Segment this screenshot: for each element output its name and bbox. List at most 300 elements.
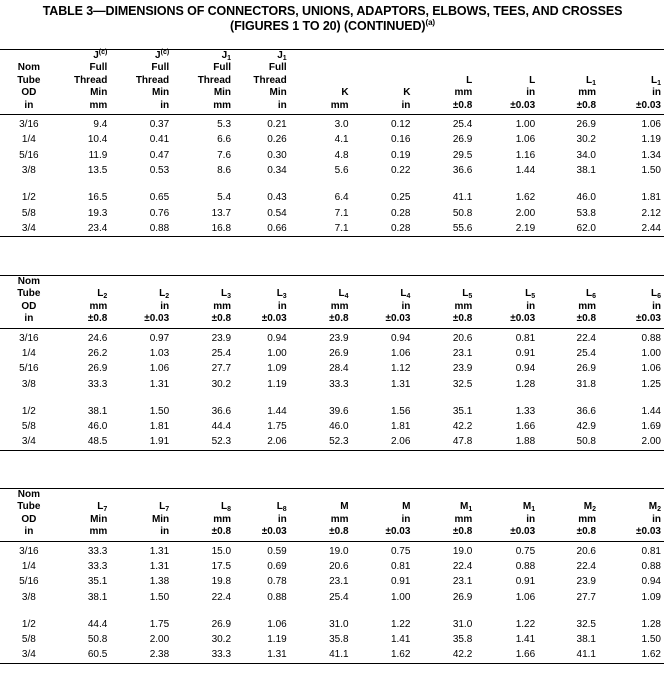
header-symbol <box>352 87 411 99</box>
symbol: L <box>650 74 658 86</box>
symbol: L <box>338 288 345 300</box>
value-cell: 20.6 <box>576 545 596 557</box>
header-line: in <box>401 513 411 525</box>
header-symbol <box>172 288 231 300</box>
header-line: mm <box>454 300 473 312</box>
header-line: ±0.03 <box>636 526 661 538</box>
value-cell: 1.28 <box>641 618 661 630</box>
header-line: mm <box>330 99 349 111</box>
value-cell: 1.41 <box>390 634 411 646</box>
value-cell: 1.22 <box>515 618 536 630</box>
value-cell: 1.50 <box>149 405 170 417</box>
value-cell: 25.4 <box>576 347 596 359</box>
symbol: L <box>159 288 166 300</box>
value-cell: 46.0 <box>87 421 108 433</box>
value-cell: 0.91 <box>515 347 536 359</box>
column-header <box>413 276 475 329</box>
value-cell: 1.81 <box>641 192 661 204</box>
value-cell: 1.50 <box>641 164 661 176</box>
subscript: 5 <box>531 293 536 301</box>
header-symbol <box>110 288 169 300</box>
column-header <box>475 489 538 542</box>
header-line: ±0.03 <box>510 526 536 538</box>
header-row <box>0 489 664 542</box>
subscript: 4 <box>344 293 349 301</box>
value-cell: 16.5 <box>87 192 108 204</box>
subscript: 2 <box>165 293 170 301</box>
footnote-marker: (c) <box>160 49 170 56</box>
subscript: 8 <box>227 506 232 514</box>
title-line-1: TABLE 3—DIMENSIONS OF CONNECTORS, UNIONS, ADAPTORS, ELBOWS, TEES, AND CROSSES <box>42 4 623 18</box>
value-cell: 53.8 <box>576 207 596 219</box>
value-cell: 4.8 <box>334 149 349 161</box>
header-line: ±0.03 <box>385 526 411 538</box>
value-cell: 1.56 <box>390 405 411 417</box>
subscript: 1 <box>227 55 232 62</box>
value-cell: 23.1 <box>329 576 349 588</box>
table-row <box>0 346 664 361</box>
header-line: mm <box>578 87 596 99</box>
header-line: in <box>277 300 287 312</box>
tube-size-cell: 3/4 <box>21 649 36 661</box>
value-cell: 0.88 <box>149 222 170 234</box>
symbol: L <box>221 288 228 300</box>
value-cell: 26.9 <box>576 363 596 375</box>
value-cell: 1.31 <box>149 560 170 572</box>
value-cell: 19.3 <box>87 207 108 219</box>
column-header <box>110 276 172 329</box>
value-cell: 1.38 <box>149 576 170 588</box>
table-row <box>0 544 664 559</box>
symbol: L <box>97 288 104 300</box>
tube-size-cell: 1/2 <box>21 618 36 630</box>
value-cell: 4.1 <box>334 134 349 146</box>
column-header <box>58 276 111 329</box>
dimensions-table-2 <box>0 275 664 451</box>
value-cell: 38.1 <box>576 634 596 646</box>
group-gap <box>0 178 664 190</box>
value-cell: 0.88 <box>641 332 661 344</box>
symbol: M <box>583 501 593 513</box>
header-line: Min <box>151 513 170 525</box>
subscript: 1 <box>468 506 473 514</box>
value-cell: 1.19 <box>267 634 287 646</box>
header-line: Min <box>151 87 170 99</box>
value-cell: 2.44 <box>641 222 661 234</box>
value-cell: 41.1 <box>452 192 473 204</box>
column-header <box>172 50 234 115</box>
header-line: in <box>160 300 170 312</box>
value-cell: 0.43 <box>267 192 287 204</box>
group-gap <box>0 605 664 617</box>
value-cell: 23.9 <box>329 332 349 344</box>
table-row <box>0 647 664 663</box>
value-cell: 2.00 <box>149 634 170 646</box>
header-line: Nom <box>17 62 40 74</box>
value-cell: 2.19 <box>515 222 536 234</box>
value-cell: 1.06 <box>641 119 661 131</box>
value-cell: 23.9 <box>576 576 596 588</box>
value-cell: 0.91 <box>515 576 536 588</box>
value-cell: 2.38 <box>149 649 170 661</box>
value-cell: 1.09 <box>641 591 661 603</box>
header-symbol <box>290 87 349 99</box>
value-cell: 52.3 <box>329 436 349 448</box>
value-cell: 42.9 <box>576 421 596 433</box>
value-cell: 0.94 <box>515 363 536 375</box>
value-cell: 1.62 <box>515 192 536 204</box>
symbol: J <box>93 50 99 61</box>
value-cell: 35.1 <box>452 405 473 417</box>
header-line: mm <box>578 300 596 312</box>
table-row <box>0 361 664 376</box>
value-cell: 1.31 <box>149 378 170 390</box>
value-cell: 0.59 <box>267 545 287 557</box>
value-cell: 1.22 <box>390 618 411 630</box>
header-line: ±0.8 <box>452 313 473 325</box>
header-symbol <box>290 501 349 513</box>
tube-size-cell: 5/16 <box>19 363 39 375</box>
header-line: mm <box>578 513 596 525</box>
value-cell: 5.3 <box>217 119 232 131</box>
value-cell: 0.81 <box>641 545 661 557</box>
value-cell: 15.0 <box>211 545 232 557</box>
header-line: in <box>24 313 34 325</box>
value-cell: 30.2 <box>211 378 232 390</box>
value-cell: 0.30 <box>267 149 287 161</box>
header-line: Full <box>89 62 108 74</box>
value-cell: 1.09 <box>267 363 287 375</box>
header-line: ±0.03 <box>510 99 536 111</box>
value-cell: 31.8 <box>576 378 596 390</box>
header-line: Thread <box>135 74 170 86</box>
value-cell: 30.2 <box>211 634 232 646</box>
header-line: ±0.03 <box>385 313 411 325</box>
header-line: ±0.8 <box>452 99 473 111</box>
header-symbol <box>172 501 231 513</box>
value-cell: 0.12 <box>390 119 411 131</box>
table-row <box>0 434 664 450</box>
value-cell: 7.1 <box>334 207 349 219</box>
symbol: L <box>529 74 536 86</box>
value-cell: 2.06 <box>390 436 411 448</box>
header-line: Full <box>268 62 287 74</box>
header-line: mm <box>330 300 349 312</box>
table-row <box>0 419 664 434</box>
value-cell: 0.65 <box>149 192 170 204</box>
column-header <box>0 50 58 115</box>
subscript: 3 <box>282 293 287 301</box>
header-symbol <box>234 50 287 62</box>
value-cell: 2.00 <box>641 436 661 448</box>
column-header <box>172 489 234 542</box>
value-cell: 22.4 <box>211 591 232 603</box>
subscript: 1 <box>592 79 596 87</box>
value-cell: 1.66 <box>515 421 536 433</box>
value-cell: 0.94 <box>390 332 411 344</box>
tube-size-cell: 3/8 <box>21 378 36 390</box>
value-cell: 27.7 <box>576 591 596 603</box>
header-symbol <box>475 288 535 300</box>
value-cell: 1.00 <box>641 347 661 359</box>
value-cell: 26.9 <box>576 119 596 131</box>
value-cell: 0.81 <box>515 332 536 344</box>
table-row <box>0 221 664 237</box>
table-row <box>0 559 664 574</box>
column-header <box>352 50 414 115</box>
value-cell: 0.94 <box>267 332 287 344</box>
value-cell: 0.91 <box>390 576 411 588</box>
header-line: mm <box>213 300 232 312</box>
header-line: ±0.8 <box>211 313 232 325</box>
value-cell: 35.1 <box>87 576 108 588</box>
value-cell: 1.00 <box>390 591 411 603</box>
value-cell: 0.75 <box>390 545 411 557</box>
header-symbol <box>234 288 287 300</box>
symbol: K <box>341 87 349 99</box>
value-cell: 5.4 <box>217 192 232 204</box>
value-cell: 1.62 <box>390 649 411 661</box>
header-line: in <box>652 300 661 312</box>
symbol: J <box>277 50 283 61</box>
subscript: 8 <box>282 506 287 514</box>
header-line: in <box>652 87 661 99</box>
value-cell: 0.53 <box>149 164 170 176</box>
value-cell: 25.4 <box>329 591 349 603</box>
header-line: mm <box>89 99 108 111</box>
value-cell: 23.4 <box>87 222 108 234</box>
table-row <box>0 617 664 632</box>
value-cell: 0.19 <box>390 149 411 161</box>
value-cell: 0.88 <box>267 591 287 603</box>
header-symbol <box>599 288 661 300</box>
header-symbol <box>475 501 535 513</box>
table-row <box>0 377 664 392</box>
header-line: in <box>652 513 661 525</box>
header-symbol <box>475 75 535 87</box>
header-line: mm <box>454 513 473 525</box>
header-line: ±0.03 <box>636 313 661 325</box>
value-cell: 41.1 <box>329 649 349 661</box>
subscript: 2 <box>592 506 596 514</box>
tube-size-cell: 3/4 <box>21 436 36 448</box>
header-line: mm <box>89 526 108 538</box>
header-symbol <box>110 50 169 62</box>
subscript: 6 <box>657 293 661 301</box>
value-cell: 26.9 <box>329 347 349 359</box>
header-line: ±0.8 <box>329 526 349 538</box>
value-cell: 24.6 <box>87 332 108 344</box>
value-cell: 1.16 <box>515 149 536 161</box>
value-cell: 1.34 <box>641 149 661 161</box>
value-cell: 5.6 <box>334 164 349 176</box>
value-cell: 28.4 <box>329 363 349 375</box>
subscript: 1 <box>282 55 287 62</box>
value-cell: 6.4 <box>334 192 349 204</box>
header-row <box>0 276 664 329</box>
tube-size-cell: 5/8 <box>21 207 36 219</box>
value-cell: 33.3 <box>87 378 108 390</box>
column-header <box>352 276 414 329</box>
tube-size-cell: 3/16 <box>19 119 39 131</box>
value-cell: 2.12 <box>641 207 661 219</box>
value-cell: 9.4 <box>93 119 108 131</box>
value-cell: 35.8 <box>329 634 349 646</box>
value-cell: 1.50 <box>641 634 661 646</box>
header-symbol <box>599 75 661 87</box>
header-symbol <box>234 501 287 513</box>
value-cell: 20.6 <box>452 332 473 344</box>
value-cell: 1.06 <box>267 618 287 630</box>
tube-size-cell: 3/8 <box>21 591 36 603</box>
value-cell: 1.00 <box>515 119 536 131</box>
header-line: ±0.03 <box>261 313 287 325</box>
value-cell: 1.44 <box>515 164 536 176</box>
value-cell: 1.66 <box>515 649 536 661</box>
table-row <box>0 632 664 647</box>
value-cell: 1.69 <box>641 421 661 433</box>
value-cell: 55.6 <box>452 222 473 234</box>
header-line: Thread <box>253 74 287 86</box>
tube-size-cell: 3/16 <box>19 332 39 344</box>
symbol: L <box>221 501 228 513</box>
header-line: mm <box>330 513 349 525</box>
symbol: L <box>97 501 104 513</box>
value-cell: 25.4 <box>452 119 473 131</box>
header-line: Thread <box>197 74 232 86</box>
value-cell: 23.1 <box>452 347 473 359</box>
tube-size-cell: 1/2 <box>21 405 36 417</box>
value-cell: 8.6 <box>217 164 232 176</box>
value-cell: 60.5 <box>87 649 108 661</box>
value-cell: 26.9 <box>452 134 473 146</box>
header-line: mm <box>213 513 232 525</box>
value-cell: 0.34 <box>267 164 287 176</box>
value-cell: 13.7 <box>211 207 232 219</box>
column-header <box>413 50 475 115</box>
title-line-2-text: (FIGURES 1 TO 20) (CONTINUED) <box>230 19 426 33</box>
column-header <box>172 276 234 329</box>
value-cell: 3.0 <box>334 119 349 131</box>
value-cell: 36.6 <box>452 164 473 176</box>
column-header <box>110 50 172 115</box>
value-cell: 31.0 <box>329 618 349 630</box>
value-cell: 1.91 <box>149 436 170 448</box>
tube-size-cell: 5/8 <box>21 421 36 433</box>
value-cell: 44.4 <box>211 421 232 433</box>
header-line: ±0.8 <box>452 526 473 538</box>
symbol: L <box>585 74 593 86</box>
value-cell: 0.69 <box>267 560 287 572</box>
header-symbol <box>538 288 596 300</box>
value-cell: 11.9 <box>88 149 108 161</box>
value-cell: 32.5 <box>576 618 596 630</box>
footnote-marker: (c) <box>98 49 108 56</box>
column-header <box>58 489 111 542</box>
header-symbol <box>352 501 411 513</box>
value-cell: 20.6 <box>329 560 349 572</box>
value-cell: 0.22 <box>390 164 411 176</box>
header-line: ±0.03 <box>636 99 661 111</box>
header-symbol <box>413 75 472 87</box>
header-symbol <box>538 501 596 513</box>
value-cell: 1.44 <box>267 405 287 417</box>
value-cell: 32.5 <box>452 378 473 390</box>
column-header <box>538 50 599 115</box>
value-cell: 42.2 <box>452 649 473 661</box>
header-line: Full <box>151 62 170 74</box>
header-line: mm <box>213 99 232 111</box>
header-line: in <box>24 526 34 538</box>
table-row <box>0 404 664 419</box>
value-cell: 36.6 <box>211 405 232 417</box>
tube-size-cell: 3/16 <box>19 545 39 557</box>
column-header <box>0 276 58 329</box>
subscript: 3 <box>227 293 232 301</box>
value-cell: 1.06 <box>515 134 536 146</box>
header-line: ±0.8 <box>329 313 349 325</box>
value-cell: 46.0 <box>329 421 349 433</box>
value-cell: 1.75 <box>149 618 170 630</box>
value-cell: 1.31 <box>390 378 411 390</box>
column-header <box>234 489 290 542</box>
value-cell: 36.6 <box>576 405 596 417</box>
value-cell: 10.4 <box>87 134 108 146</box>
column-header <box>352 489 414 542</box>
value-cell: 33.3 <box>87 545 108 557</box>
header-line: in <box>401 300 411 312</box>
tube-size-cell: 1/4 <box>21 347 36 359</box>
value-cell: 1.81 <box>149 421 170 433</box>
value-cell: 42.2 <box>452 421 473 433</box>
header-line: ±0.8 <box>211 526 232 538</box>
header-symbol <box>172 50 231 62</box>
title-line-2 <box>0 19 665 34</box>
symbol: M <box>402 501 411 513</box>
value-cell: 31.0 <box>452 618 473 630</box>
subscript: 4 <box>406 293 411 301</box>
header-line: in <box>277 99 287 111</box>
value-cell: 16.8 <box>211 222 232 234</box>
dimensions-table-3 <box>0 488 664 664</box>
value-cell: 7.6 <box>217 149 232 161</box>
tube-size-cell: 1/2 <box>21 192 36 204</box>
header-line: Tube <box>17 74 41 86</box>
value-cell: 1.19 <box>267 378 287 390</box>
value-cell: 38.1 <box>576 164 596 176</box>
value-cell: 26.9 <box>87 363 108 375</box>
column-header <box>110 489 172 542</box>
value-cell: 44.4 <box>87 618 108 630</box>
value-cell: 1.81 <box>390 421 411 433</box>
value-cell: 35.8 <box>452 634 473 646</box>
column-header <box>234 50 290 115</box>
header-line: Tube <box>17 288 41 300</box>
value-cell: 22.4 <box>452 560 473 572</box>
symbol: M <box>340 501 349 513</box>
header-line: ±0.8 <box>576 313 596 325</box>
value-cell: 1.31 <box>267 649 287 661</box>
value-cell: 1.25 <box>641 378 661 390</box>
dimensions-table-1 <box>0 49 664 237</box>
symbol: L <box>276 501 283 513</box>
value-cell: 0.54 <box>267 207 287 219</box>
column-header <box>290 489 352 542</box>
header-symbol <box>413 501 472 513</box>
value-cell: 62.0 <box>576 222 596 234</box>
value-cell: 25.4 <box>211 347 232 359</box>
column-header <box>599 50 664 115</box>
